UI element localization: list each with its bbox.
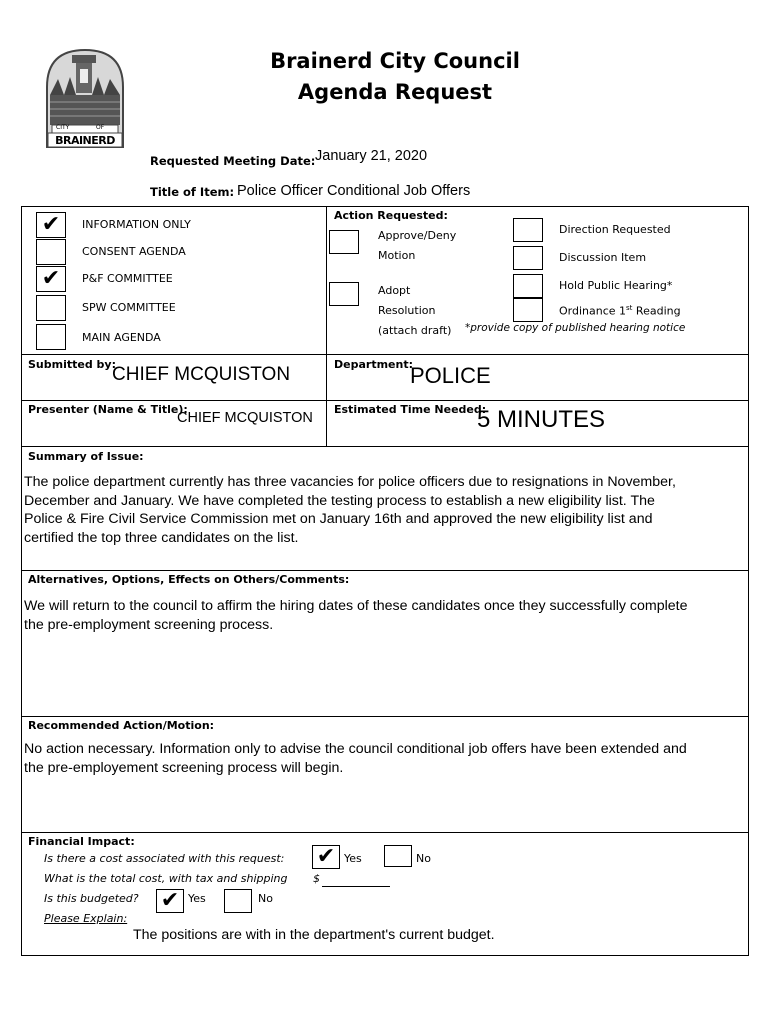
- budgeted-no-checkbox[interactable]: [224, 889, 252, 913]
- submitted-by-label: Submitted by:: [28, 358, 116, 371]
- summary-text[interactable]: [24, 473, 749, 547]
- hearing-notice-note: *provide copy of published hearing notice: [465, 322, 686, 334]
- cost-yes-label: Yes: [344, 852, 362, 865]
- department-value[interactable]: POLICE: [410, 363, 491, 388]
- financial-impact-label: Financial Impact:: [28, 835, 135, 848]
- main-agenda-label: MAIN AGENDA: [82, 331, 161, 344]
- discussion-item-label: Discussion Item: [559, 251, 647, 264]
- pf-committee-checkbox[interactable]: [36, 266, 66, 292]
- adopt-label: Adopt: [378, 284, 411, 297]
- estimated-time-value[interactable]: 5 MINUTES: [477, 406, 606, 433]
- main-agenda-checkbox[interactable]: [36, 324, 66, 350]
- hold-public-hearing-checkbox[interactable]: [513, 274, 543, 298]
- budgeted-yes-label: Yes: [188, 892, 206, 905]
- total-cost-question: What is the total cost, with tax and shipping: [44, 872, 288, 885]
- city-logo: [44, 47, 126, 150]
- logo-text-city: CITY: [56, 124, 70, 131]
- item-title-label: Title of Item:: [150, 185, 235, 199]
- cost-no-label: No: [416, 852, 431, 865]
- action-requested-heading: Action Requested:: [334, 209, 448, 222]
- total-cost-input[interactable]: [322, 886, 390, 887]
- motion-label: Motion: [378, 249, 416, 262]
- alternatives-line: We will return to the council to affirm the hiring dates of these candidates once they successfully complete: [24, 598, 688, 614]
- divider: [21, 400, 749, 401]
- divider: [21, 832, 749, 833]
- discussion-item-checkbox[interactable]: [513, 246, 543, 270]
- budgeted-no-label: No: [258, 892, 273, 905]
- presenter-label: Presenter (Name & Title):: [28, 403, 188, 416]
- ordinance-reading-checkbox[interactable]: [513, 298, 543, 322]
- summary-line: December and January. We have completed the testing process to establish a new eligibility list. The: [24, 492, 655, 509]
- approve-deny-checkbox[interactable]: [329, 230, 359, 254]
- consent-agenda-label: CONSENT AGENDA: [82, 245, 186, 258]
- ordinance-reading-label: Ordinance 1st Reading: [559, 304, 681, 318]
- hold-public-hearing-label: Hold Public Hearing*: [559, 279, 673, 292]
- recommended-text[interactable]: [24, 740, 749, 777]
- spw-committee-label: SPW COMMITTEE: [82, 301, 176, 314]
- attach-draft-label: (attach draft): [378, 324, 452, 337]
- approve-deny-label: Approve/Deny: [378, 229, 457, 242]
- recommended-line: No action necessary. Information only to advise the council conditional job offers have been extended and: [24, 741, 687, 757]
- adopt-resolution-checkbox[interactable]: [329, 282, 359, 306]
- divider: [21, 354, 749, 355]
- direction-requested-label: Direction Requested: [559, 223, 671, 236]
- logo-text-of: OF: [96, 124, 105, 131]
- presenter-value[interactable]: CHIEF MCQUISTON: [177, 410, 313, 426]
- check-icon: ✔: [160, 888, 180, 913]
- pf-committee-label: P&F COMMITTEE: [82, 272, 173, 285]
- divider: [21, 716, 749, 717]
- alternatives-text[interactable]: [24, 597, 749, 634]
- summary-line: Police & Fire Civil Service Commission met on January 16th and approved the new eligibility list and: [24, 511, 653, 528]
- summary-line: certified the top three candidates on the list.: [24, 529, 299, 546]
- direction-requested-checkbox[interactable]: [513, 218, 543, 242]
- explain-value[interactable]: The positions are with in the department's current budget.: [133, 927, 495, 943]
- cost-yes-checkbox[interactable]: [312, 845, 340, 869]
- resolution-label: Resolution: [378, 304, 436, 317]
- information-only-checkbox[interactable]: [36, 212, 66, 238]
- page-title: [240, 46, 550, 108]
- cost-question: Is there a cost associated with this request:: [44, 852, 285, 865]
- check-icon: ✔: [41, 266, 61, 291]
- item-title-value[interactable]: Police Officer Conditional Job Offers: [237, 183, 471, 199]
- recommended-line: the pre-employement screening process will begin.: [24, 759, 344, 776]
- recommended-label: Recommended Action/Motion:: [28, 719, 215, 732]
- cost-no-checkbox[interactable]: [384, 845, 412, 867]
- estimated-time-label: Estimated Time Needed:: [334, 403, 487, 416]
- budgeted-question: Is this budgeted?: [44, 892, 139, 905]
- title-line-2: Agenda Request: [297, 80, 493, 104]
- spw-committee-checkbox[interactable]: [36, 295, 66, 321]
- divider: [21, 570, 749, 571]
- consent-agenda-checkbox[interactable]: [36, 239, 66, 265]
- submitted-by-value[interactable]: CHIEF MCQUISTON: [112, 364, 291, 385]
- budgeted-yes-checkbox[interactable]: [156, 889, 184, 913]
- department-label: Department:: [334, 358, 413, 371]
- logo-text-brainerd: BRAINERD: [55, 134, 115, 147]
- column-divider: [326, 206, 327, 446]
- divider: [21, 446, 749, 447]
- title-line-1: Brainerd City Council: [270, 49, 520, 73]
- please-explain-label: Please Explain:: [44, 912, 128, 925]
- summary-line: The police department currently has three vacancies for police officers due to resignations in November,: [24, 474, 676, 490]
- alternatives-label: Alternatives, Options, Effects on Others/Comments:: [28, 573, 350, 586]
- summary-label: Summary of Issue:: [28, 450, 144, 463]
- meeting-date-label: Requested Meeting Date:: [150, 154, 316, 168]
- meeting-date-value[interactable]: January 21, 2020: [315, 148, 428, 164]
- check-icon: ✔: [41, 212, 61, 237]
- information-only-label: INFORMATION ONLY: [82, 218, 191, 231]
- dollar-sign: $: [313, 872, 320, 885]
- check-icon: ✔: [316, 844, 336, 869]
- alternatives-line: the pre-employment screening process.: [24, 616, 274, 633]
